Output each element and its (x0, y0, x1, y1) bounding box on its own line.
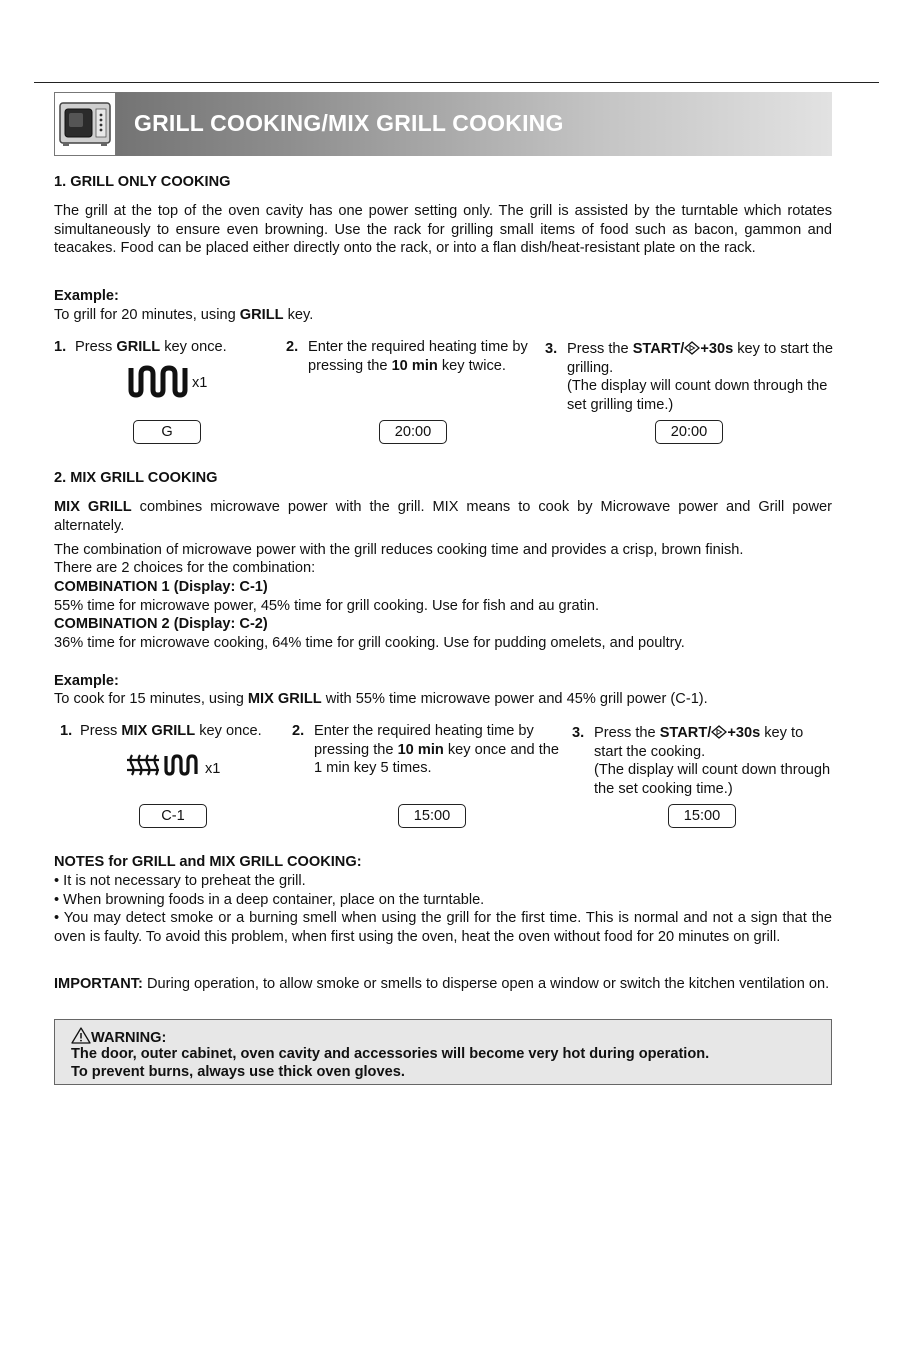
warning-triangle-icon (71, 1027, 91, 1044)
warning-line-2: To prevent burns, always use thick oven gloves. (71, 1064, 405, 1080)
display-20-00-a: 20:00 (379, 420, 447, 444)
combo-2-heading: COMBINATION 2 (Display: C-2) (54, 616, 268, 632)
example-2-label: Example: (54, 673, 119, 689)
note-item-1: • It is not necessary to preheat the grill. (54, 873, 306, 889)
display-c-1: C-1 (139, 804, 207, 828)
example-1-text: To grill for 20 minutes, using GRILL key. (54, 307, 314, 323)
microwave-oven-icon (54, 92, 116, 156)
note-item-3: • You may detect smoke or a burning smell when using the grill for the first time. This is normal and not a sign that the oven is faulty. To avoid this problem, when first using the oven, heat the oven without food for 20 minutes on grill. (54, 910, 832, 945)
display-15-00-b: 15:00 (668, 804, 736, 828)
warning-line-1: The door, outer cabinet, oven cavity and accessories will become very hot during operation. (71, 1046, 710, 1062)
section-banner (54, 92, 832, 156)
mix-grill-step-1-multiplier: x1 (205, 761, 221, 777)
top-rule (34, 82, 879, 83)
display-20-00-b: 20:00 (655, 420, 723, 444)
warning-box (54, 1019, 832, 1085)
section-1-heading: 1. GRILL ONLY COOKING (54, 174, 231, 190)
page-title: GRILL COOKING/MIX GRILL COOKING (134, 110, 564, 136)
section-2-heading: 2. MIX GRILL COOKING (54, 470, 218, 486)
display-15-00-a: 15:00 (398, 804, 466, 828)
section-2-p3: There are 2 choices for the combination: (54, 560, 316, 576)
combo-2-text: 36% time for microwave cooking, 64% time for grill cooking. Use for pudding omelets, and poultry. (54, 635, 685, 651)
start-diamond-icon (711, 725, 727, 739)
section-1-intro: The grill at the top of the oven cavity has one power setting only. The grill is assisted by the turntable which rotates simultaneously to ensure even browning. Use the rack for grilling small items of food such as bacon, gammon and teacakes. Food can be placed either directly onto the rack, or into a flan dish/heat-resistant plate on the rack. (54, 203, 832, 256)
display-g: G (133, 420, 201, 444)
note-item-2: • When browning foods in a deep container, place on the turntable. (54, 892, 485, 908)
example-2-text: To cook for 15 minutes, using MIX GRILL with 55% time microwave power and 45% grill power (C-1). (54, 691, 708, 707)
section-2-p1: MIX GRILL combines microwave power with the grill. MIX means to cook by Microwave power and Grill power alternately. (54, 499, 832, 534)
grill-step-1-multiplier: x1 (192, 375, 208, 391)
mix-grill-icon (126, 753, 202, 783)
warning-title: WARNING: (71, 1027, 166, 1048)
section-2-p2: The combination of microwave power with the grill reduces cooking time and provides a crisp, brown finish. (54, 542, 744, 558)
start-diamond-icon (684, 341, 700, 355)
combo-1-text: 55% time for microwave power, 45% time for grill cooking. Use for fish and au gratin. (54, 598, 600, 614)
grill-icon (128, 364, 190, 404)
combo-1-heading: COMBINATION 1 (Display: C-1) (54, 579, 268, 595)
example-1-label: Example: (54, 288, 119, 304)
important-note: IMPORTANT: During operation, to allow smoke or smells to disperse open a window or switch the kitchen ventilation on. (54, 976, 830, 992)
notes-heading: NOTES for GRILL and MIX GRILL COOKING: (54, 854, 362, 870)
